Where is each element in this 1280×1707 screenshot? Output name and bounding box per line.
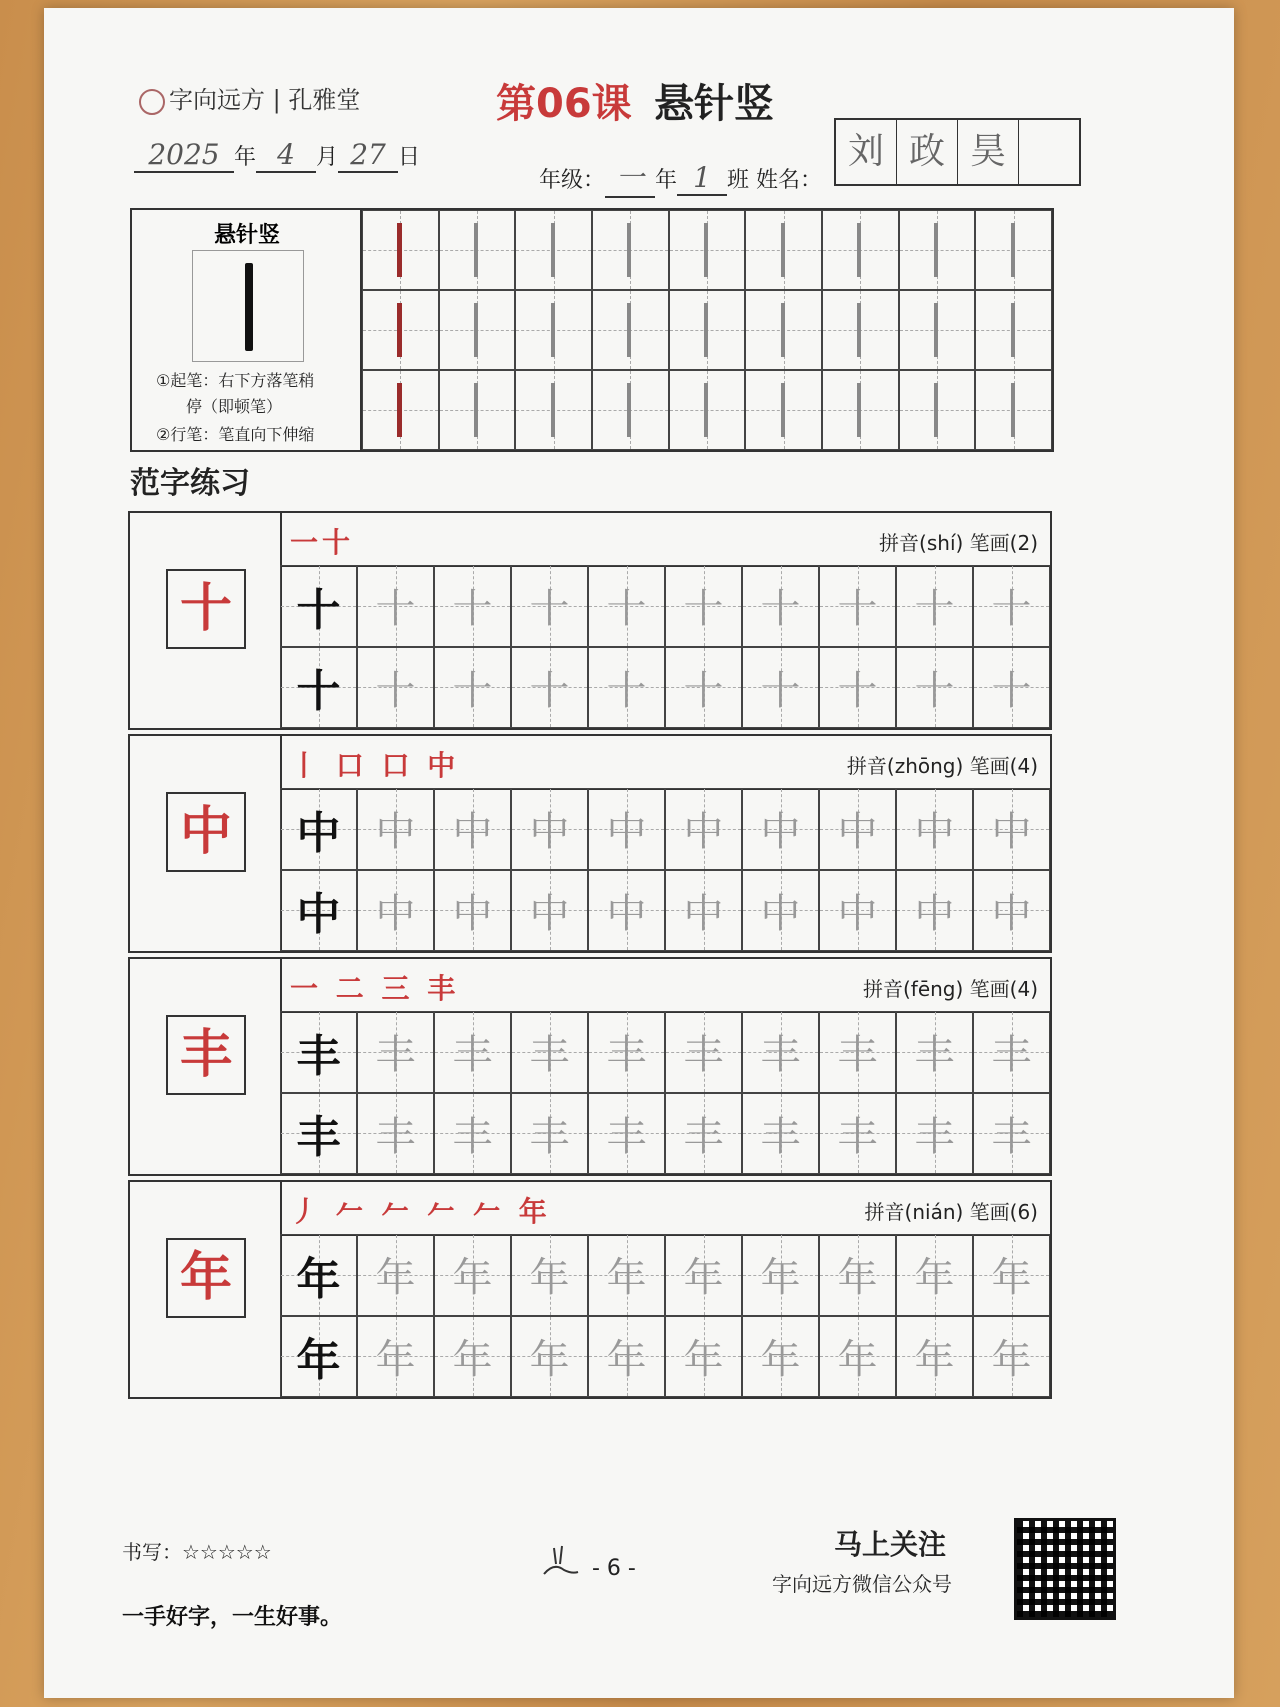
char-cell	[280, 1234, 357, 1316]
cell-char: 中	[375, 890, 416, 937]
pinyin-info: 拼音(nián) 笔画(6)	[864, 1200, 1038, 1224]
char-cell	[819, 1011, 896, 1093]
stroke-order: 丨 口 口 中	[290, 749, 460, 782]
cell-char: 年	[606, 1336, 647, 1383]
account-text: 字向远方微信公众号	[772, 1572, 952, 1596]
cell-char: 丰	[683, 1032, 724, 1079]
brand-logo	[139, 80, 360, 115]
cell-char: 年	[375, 1336, 416, 1383]
cell-char: 十	[760, 667, 801, 714]
char-cell	[357, 1234, 434, 1316]
cell-char: 年	[452, 1255, 493, 1302]
stroke-mark	[474, 223, 478, 278]
cell-char: 十	[991, 667, 1032, 714]
char-practice-grid	[280, 788, 1050, 951]
char-model-panel	[130, 959, 282, 1174]
char-cell	[973, 647, 1050, 729]
stroke-cell	[362, 290, 439, 370]
name-label: 姓名：	[756, 168, 823, 193]
cell-char: 年	[683, 1255, 724, 1302]
char-info-bar	[280, 513, 1050, 567]
char-block-feng	[128, 957, 1052, 1176]
stroke-mark	[551, 303, 555, 358]
char-cell	[896, 1234, 973, 1316]
char-cell	[742, 1011, 819, 1093]
logo-icon	[139, 89, 165, 115]
char-cell	[665, 1316, 742, 1398]
stroke-mark	[934, 223, 938, 278]
char-cell	[742, 647, 819, 729]
cell-char: 中	[991, 890, 1032, 937]
stroke-cell	[439, 210, 516, 290]
cell-char: 丰	[991, 1113, 1032, 1160]
cell-char: 十	[606, 586, 647, 633]
char-cell	[742, 565, 819, 647]
char-cell	[357, 647, 434, 729]
char-cell	[819, 1316, 896, 1398]
stroke-cell	[975, 370, 1052, 450]
stroke-mark	[857, 383, 861, 438]
stroke-mark	[474, 383, 478, 438]
stroke-mark	[397, 383, 402, 438]
char-cell	[280, 1316, 357, 1398]
char-cell	[280, 788, 357, 870]
page-number: - 6 -	[592, 1556, 636, 1581]
follow-text: 马上关注	[834, 1528, 947, 1561]
cell-char: 丰	[606, 1113, 647, 1160]
stroke-diagram-bar	[245, 263, 253, 351]
stroke-mark	[1011, 383, 1015, 438]
stroke-cell	[745, 210, 822, 290]
cell-char: 十	[683, 667, 724, 714]
cell-char: 中	[452, 809, 493, 856]
stroke-mark	[934, 303, 938, 358]
stroke-mark	[474, 303, 478, 358]
char-info-bar	[280, 736, 1050, 790]
cell-char: 中	[683, 809, 724, 856]
name-boxes	[834, 118, 1081, 186]
class-value: 1	[677, 161, 727, 196]
date-line	[134, 138, 420, 173]
char-cell	[357, 1316, 434, 1398]
char-block-shi	[128, 511, 1052, 730]
stroke-cell	[439, 290, 516, 370]
char-practice-grid	[280, 1234, 1050, 1397]
char-cell	[434, 788, 511, 870]
section-title: 范字练习	[130, 466, 250, 501]
cell-char: 丰	[529, 1032, 570, 1079]
char-cell	[973, 1011, 1050, 1093]
cell-char: 丰	[683, 1113, 724, 1160]
char-cell	[665, 870, 742, 952]
stroke-mark	[397, 223, 402, 278]
name-char	[1019, 120, 1079, 184]
char-cell	[819, 1234, 896, 1316]
lesson-title: 悬针竖	[654, 81, 774, 127]
stroke-cell	[669, 370, 746, 450]
char-cell	[280, 647, 357, 729]
char-cell	[588, 1093, 665, 1175]
cell-char: 年	[914, 1336, 955, 1383]
cell-char: 丰	[452, 1032, 493, 1079]
pinyin-info: 拼音(shí) 笔画(2)	[879, 531, 1038, 555]
stroke-cell	[362, 370, 439, 450]
stroke-cell	[592, 210, 669, 290]
char-cell	[357, 870, 434, 952]
class-suffix: 班	[727, 168, 750, 193]
cell-char: 中	[914, 809, 955, 856]
cell-char: 十	[914, 586, 955, 633]
cell-char: 年	[914, 1255, 955, 1302]
char-practice-grid	[280, 565, 1050, 728]
char-cell	[588, 647, 665, 729]
cell-char: 中	[375, 809, 416, 856]
stroke-cell	[899, 290, 976, 370]
char-cell	[511, 1011, 588, 1093]
cell-char: 丰	[296, 1030, 341, 1082]
char-cell	[434, 1234, 511, 1316]
char-cell	[896, 1093, 973, 1175]
cell-char: 丰	[914, 1113, 955, 1160]
cell-char: 中	[914, 890, 955, 937]
stroke-cell	[822, 290, 899, 370]
cell-char: 中	[760, 890, 801, 937]
char-cell	[819, 647, 896, 729]
stroke-cell	[745, 370, 822, 450]
cell-char: 中	[529, 890, 570, 937]
char-cell	[896, 1316, 973, 1398]
cell-char: 中	[760, 809, 801, 856]
cell-char: 年	[760, 1255, 801, 1302]
qr-code-icon[interactable]	[1014, 1518, 1116, 1620]
cell-char: 十	[606, 667, 647, 714]
char-cell	[896, 788, 973, 870]
stroke-mark	[704, 223, 708, 278]
stroke-cell	[362, 210, 439, 290]
stroke-order: 丿 𠂉 𠂉 𠂉 𠂉 年	[290, 1195, 551, 1228]
stroke-mark	[781, 223, 785, 278]
date-month-value: 4	[256, 138, 316, 173]
stroke-cell	[515, 290, 592, 370]
grade-value: 一	[605, 156, 655, 198]
stroke-mark	[1011, 223, 1015, 278]
name-char: 刘	[836, 120, 897, 184]
cell-char: 年	[452, 1336, 493, 1383]
cell-char: 年	[529, 1255, 570, 1302]
stroke-mark	[781, 383, 785, 438]
cell-char: 中	[606, 809, 647, 856]
stroke-note-2: ②行笔：笔直向下伸缩	[156, 425, 315, 444]
cell-char: 十	[837, 667, 878, 714]
char-cell	[588, 1011, 665, 1093]
char-cell	[280, 1011, 357, 1093]
stroke-mark	[627, 223, 631, 278]
char-cell	[819, 565, 896, 647]
cell-char: 十	[452, 586, 493, 633]
char-cell	[511, 870, 588, 952]
stroke-cell	[822, 370, 899, 450]
char-practice-grid	[280, 1011, 1050, 1174]
date-year-value: 2025	[134, 138, 234, 173]
stroke-mark	[1011, 303, 1015, 358]
cell-char: 丰	[991, 1032, 1032, 1079]
char-cell	[742, 1316, 819, 1398]
worksheet	[44, 8, 1234, 1698]
char-cell	[280, 870, 357, 952]
stroke-note-1b: 停（即顿笔）	[186, 397, 283, 416]
stroke-cell	[822, 210, 899, 290]
cell-char: 年	[529, 1336, 570, 1383]
char-cell	[588, 788, 665, 870]
cell-char: 十	[837, 586, 878, 633]
model-char: 中	[166, 792, 246, 872]
cell-char: 十	[296, 666, 341, 718]
char-cell	[357, 1093, 434, 1175]
cell-char: 中	[452, 890, 493, 937]
stroke-note-1: ①起笔：右下方落笔稍	[156, 371, 315, 390]
char-cell	[665, 647, 742, 729]
char-cell	[665, 788, 742, 870]
char-cell	[588, 870, 665, 952]
cell-char: 丰	[375, 1032, 416, 1079]
char-model-panel	[130, 736, 282, 951]
char-cell	[973, 565, 1050, 647]
char-cell	[665, 1011, 742, 1093]
stroke-cell	[515, 370, 592, 450]
stroke-cell	[975, 290, 1052, 370]
date-day-label: 日	[398, 145, 421, 170]
date-day-value: 27	[338, 138, 398, 173]
cell-char: 年	[606, 1255, 647, 1302]
stroke-mark	[551, 383, 555, 438]
pinyin-info: 拼音(zhōng) 笔画(4)	[846, 754, 1038, 778]
char-cell	[896, 565, 973, 647]
cell-char: 中	[606, 890, 647, 937]
cell-char: 十	[529, 586, 570, 633]
cell-char: 中	[296, 889, 341, 941]
stroke-mark	[551, 223, 555, 278]
cell-char: 丰	[837, 1032, 878, 1079]
cell-char: 十	[452, 667, 493, 714]
char-cell	[357, 788, 434, 870]
stroke-mark	[627, 383, 631, 438]
stroke-cell	[515, 210, 592, 290]
cell-char: 十	[529, 667, 570, 714]
char-cell	[819, 788, 896, 870]
char-cell	[896, 1011, 973, 1093]
char-cell	[665, 565, 742, 647]
cell-char: 十	[296, 584, 341, 636]
stroke-order: 一十	[290, 526, 355, 559]
char-cell	[588, 1316, 665, 1398]
student-info	[539, 156, 822, 198]
char-cell	[973, 1093, 1050, 1175]
stroke-cell	[975, 210, 1052, 290]
char-cell	[742, 1234, 819, 1316]
char-cell	[973, 870, 1050, 952]
logo-text: 字向远方 | 孔雅堂	[169, 86, 361, 114]
stroke-cell	[899, 370, 976, 450]
cell-char: 中	[837, 890, 878, 937]
char-cell	[973, 788, 1050, 870]
stroke-mark	[704, 303, 708, 358]
name-char: 政	[897, 120, 958, 184]
stroke-cell	[439, 370, 516, 450]
char-cell	[357, 565, 434, 647]
cell-char: 丰	[529, 1113, 570, 1160]
cell-char: 年	[296, 1335, 341, 1387]
char-cell	[742, 1093, 819, 1175]
stroke-mark	[397, 303, 402, 358]
cell-char: 年	[837, 1336, 878, 1383]
cell-char: 丰	[914, 1032, 955, 1079]
char-cell	[280, 565, 357, 647]
char-cell	[434, 870, 511, 952]
stroke-cell	[669, 290, 746, 370]
pinyin-info: 拼音(fēng) 笔画(4)	[862, 977, 1038, 1001]
cell-char: 十	[375, 586, 416, 633]
char-cell	[588, 1234, 665, 1316]
cell-char: 中	[991, 809, 1032, 856]
char-block-zhong	[128, 734, 1052, 953]
stroke-cell	[745, 290, 822, 370]
char-model-panel	[130, 1182, 282, 1397]
char-cell	[819, 870, 896, 952]
char-cell	[665, 1234, 742, 1316]
char-cell	[511, 1316, 588, 1398]
name-char: 昊	[958, 120, 1019, 184]
date-month-label: 月	[316, 145, 339, 170]
char-cell	[588, 565, 665, 647]
char-cell	[357, 1011, 434, 1093]
stroke-cell	[899, 210, 976, 290]
char-cell	[896, 647, 973, 729]
cell-char: 丰	[760, 1113, 801, 1160]
char-cell	[434, 1316, 511, 1398]
char-info-bar	[280, 1182, 1050, 1236]
lesson-number: 第06课	[496, 81, 632, 127]
cell-char: 年	[683, 1336, 724, 1383]
cell-char: 年	[760, 1336, 801, 1383]
char-cell	[280, 1093, 357, 1175]
cell-char: 中	[529, 809, 570, 856]
stroke-cell	[592, 290, 669, 370]
stroke-lesson-panel	[130, 208, 362, 452]
stroke-practice-grid	[360, 208, 1054, 452]
cell-char: 年	[991, 1336, 1032, 1383]
char-cell	[819, 1093, 896, 1175]
stroke-mark	[627, 303, 631, 358]
stroke-mark	[704, 383, 708, 438]
char-cell	[511, 1093, 588, 1175]
grade-suffix: 年	[655, 168, 678, 193]
cell-char: 年	[296, 1253, 341, 1305]
cell-char: 丰	[837, 1113, 878, 1160]
cell-char: 年	[837, 1255, 878, 1302]
cell-char: 丰	[452, 1113, 493, 1160]
slogan: 一手好字，一生好事。	[122, 1605, 343, 1630]
char-cell	[434, 1093, 511, 1175]
cell-char: 中	[683, 890, 724, 937]
rating-label: 书写：☆☆☆☆☆	[122, 1540, 272, 1564]
stroke-mark	[857, 223, 861, 278]
char-cell	[511, 1234, 588, 1316]
char-cell	[665, 1093, 742, 1175]
cell-char: 中	[296, 807, 341, 859]
model-char: 年	[166, 1238, 246, 1318]
char-cell	[973, 1316, 1050, 1398]
cell-char: 十	[914, 667, 955, 714]
char-cell	[896, 870, 973, 952]
stroke-cell	[592, 370, 669, 450]
char-model-panel	[130, 513, 282, 728]
stroke-mark	[857, 303, 861, 358]
cell-char: 丰	[375, 1113, 416, 1160]
cell-char: 年	[375, 1255, 416, 1302]
cell-char: 十	[375, 667, 416, 714]
cell-char: 十	[683, 586, 724, 633]
char-cell	[434, 565, 511, 647]
cell-char: 十	[991, 586, 1032, 633]
char-cell	[742, 788, 819, 870]
cell-char: 中	[837, 809, 878, 856]
stroke-mark	[781, 303, 785, 358]
cell-char: 丰	[296, 1112, 341, 1164]
cell-char: 年	[991, 1255, 1032, 1302]
char-cell	[511, 565, 588, 647]
char-cell	[742, 870, 819, 952]
stroke-title: 悬针竖	[213, 223, 280, 248]
char-cell	[434, 1011, 511, 1093]
cell-char: 十	[760, 586, 801, 633]
char-cell	[434, 647, 511, 729]
stroke-diagram	[192, 250, 304, 362]
rabbit-icon	[534, 1534, 584, 1584]
char-block-nian	[128, 1180, 1052, 1399]
model-char: 丰	[166, 1015, 246, 1095]
cell-char: 丰	[606, 1032, 647, 1079]
cell-char: 丰	[760, 1032, 801, 1079]
char-cell	[511, 647, 588, 729]
stroke-cell	[669, 210, 746, 290]
date-year-label: 年	[234, 145, 257, 170]
char-cell	[973, 1234, 1050, 1316]
char-cell	[511, 788, 588, 870]
stroke-mark	[934, 383, 938, 438]
model-char: 十	[166, 569, 246, 649]
grade-label: 年级：	[539, 168, 606, 193]
char-info-bar	[280, 959, 1050, 1013]
stroke-order: 一 二 三 丰	[290, 972, 460, 1005]
